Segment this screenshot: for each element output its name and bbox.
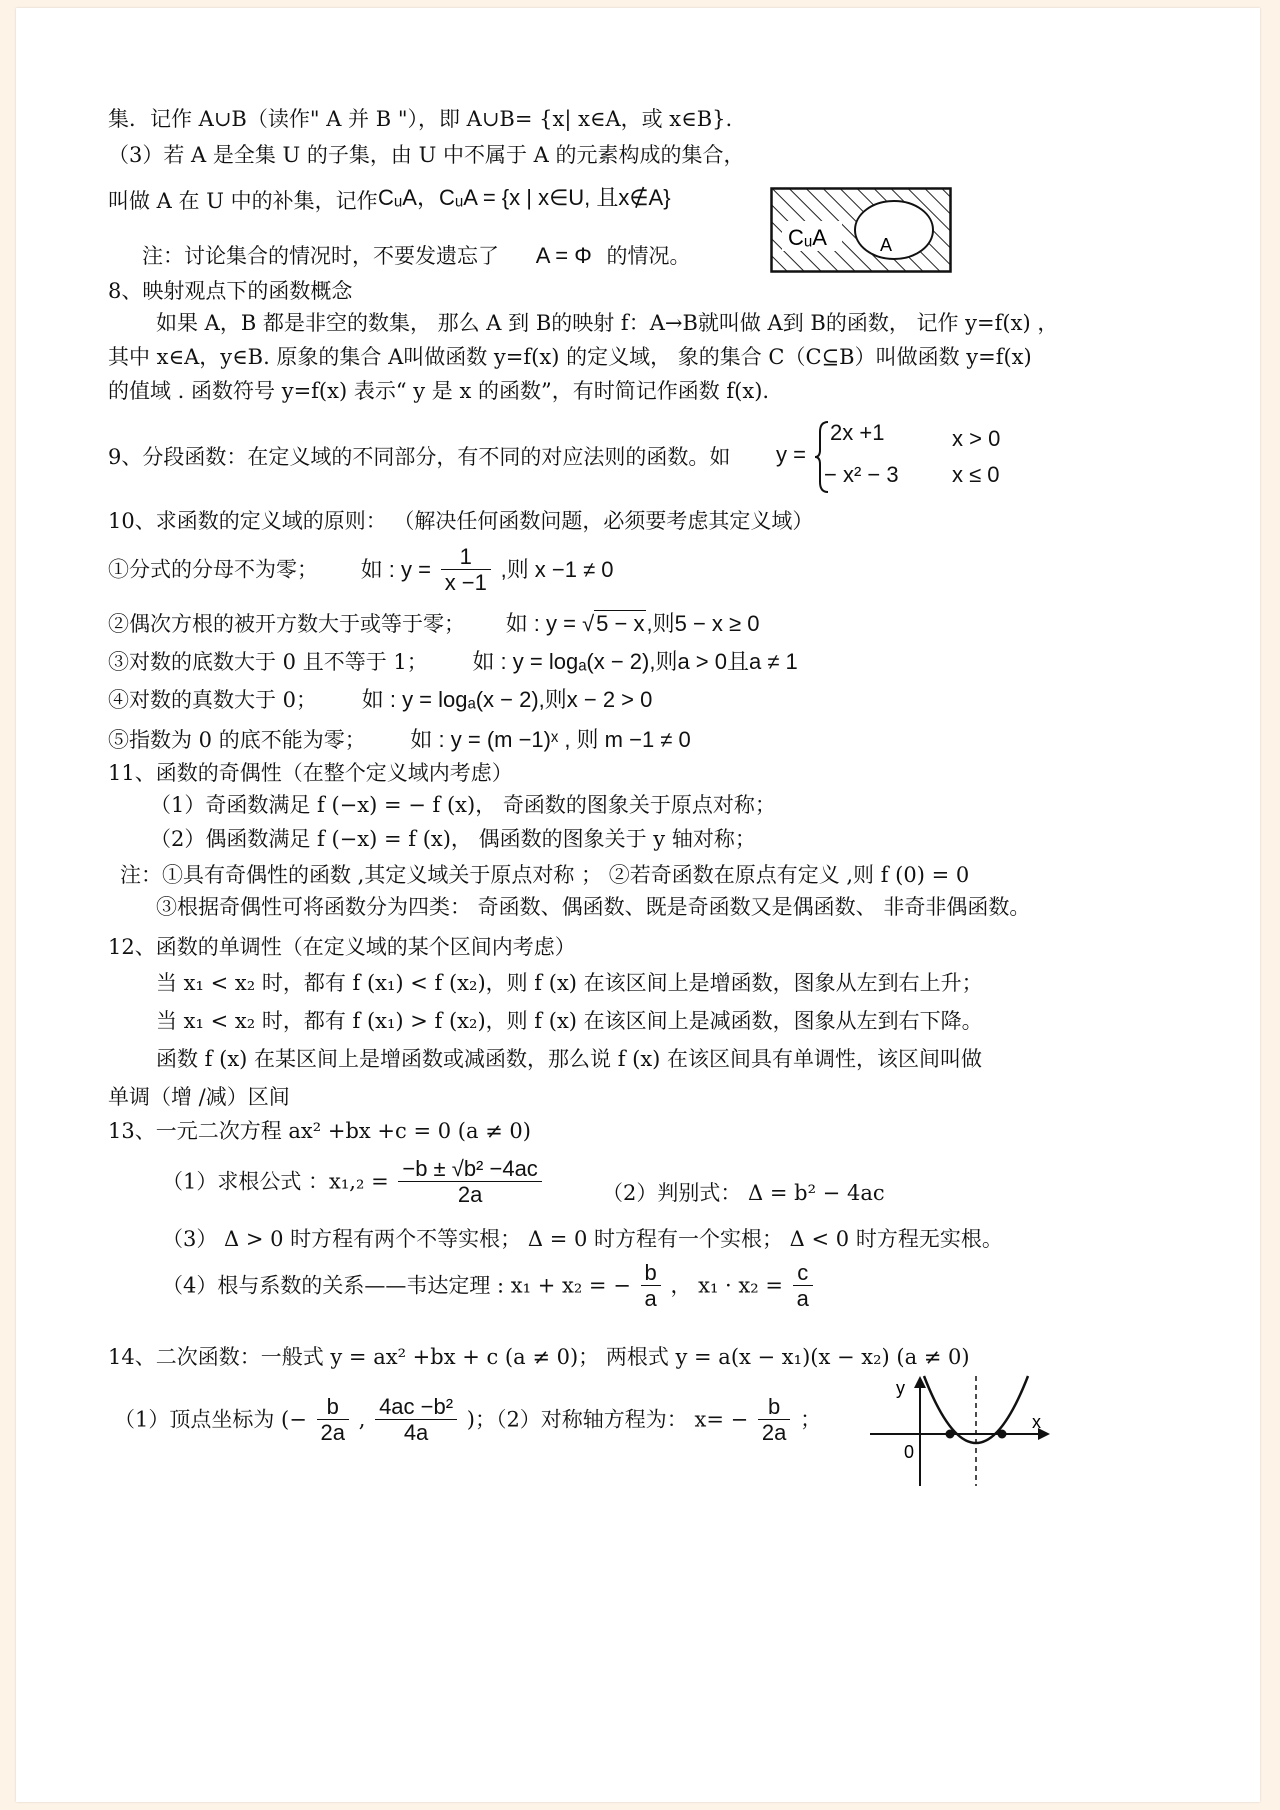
vertex-y-fraction: $\frac{\text{4ac −b²}}{4a}$ — [375, 1394, 457, 1446]
root-point-2 — [998, 1430, 1007, 1439]
section-13-title: 13、一元二次方程 ax² +bx +c = 0 (a ≠ 0) — [108, 1119, 531, 1143]
x-axis-label: x — [1032, 1412, 1041, 1432]
section-9-title: 9、分段函数：在定义域的不同部分，有不同的对应法则的函数。如 — [108, 445, 731, 469]
rule-4: ④对数的真数大于 0； 如 : y = logₐ(x − 2),则x − 2 > 0 — [108, 687, 653, 712]
vieta-product-fraction: $\frac{c}{a}$ — [793, 1260, 813, 1312]
piecewise-y: y = — [776, 442, 806, 467]
vertex-x-fraction: $\frac{b}{2a}$ — [317, 1394, 349, 1446]
parabola-graph — [866, 1370, 1056, 1490]
section-8-paragraph-1: 如果 A，B 都是非空的数集， 那么 A 到 B的映射 f：A→B就叫做 A到 B的函数， 记作 y=f(x) ， — [156, 311, 1059, 335]
vieta-sum-fraction: $\frac{b}{a}$ — [641, 1260, 661, 1312]
piecewise-condition-1: x > 0 — [952, 426, 1001, 451]
odd-function-rule: （1）奇函数满足 f (−x) = − f (x)， 奇函数的图象关于原点对称； — [150, 793, 776, 817]
root-point-1 — [946, 1430, 955, 1439]
section-8-paragraph-2: 其中 x∈A，y∈B. 原象的集合 A叫做函数 y=f(x) 的定义域， 象的集合 C（C⊆B）叫做函数 y=f(x) — [108, 345, 1032, 369]
axis-fraction: $\frac{b}{2a}$ — [758, 1394, 790, 1446]
vieta-theorem: （4）根与系数的关系——韦达定理 : x₁ + x₂ = − $\frac{b}{a}$ ， x₁ · x₂ = $\frac{c}{a}$ — [162, 1260, 816, 1320]
root-fraction: $\frac{\text{−b ± √b² −4ac}}{2a}$ — [398, 1156, 541, 1208]
parity-note-1: 注：①具有奇偶性的函数 ,其定义域关于原点对称 ； ②若奇函数在原点有定义 ,则 f (0) = 0 — [120, 863, 970, 887]
section-8-title: 8、映射观点下的函数概念 — [108, 279, 353, 303]
piecewise-condition-2: x ≤ 0 — [952, 462, 1000, 487]
complement-definition: （3）若 A 是全集 U 的子集，由 U 中不属于 A 的元素构成的集合， — [108, 143, 745, 167]
origin-label: 0 — [904, 1442, 915, 1462]
rule-2: ②偶次方根的被开方数大于或等于零； 如 : y = √5 − x,则5 − x ≥ 0 — [108, 611, 760, 636]
note-empty-set: 注：讨论集合的情况时，不要发遗忘了 A = Φ 的情况。 — [142, 243, 691, 268]
section-12-title: 12、函数的单调性（在定义域的某个区间内考虑） — [108, 935, 576, 959]
increasing-rule: 当 x₁ < x₂ 时，都有 f (x₁) < f (x₂)，则 f (x) 在该区间上是增函数，图象从左到右上升； — [156, 971, 983, 995]
rule-5: ⑤指数为 0 的底不能为零； 如 : y = (m −1)ˣ , 则 m −1 ≠ 0 — [108, 727, 691, 752]
section-11-title: 11、函数的奇偶性（在整个定义域内考虑） — [108, 761, 513, 785]
section-14-title: 14、二次函数：一般式 y = ax² +bx + c (a ≠ 0)； 两根式 y = a(x − x₁)(x − x₂) (a ≠ 0) — [108, 1345, 970, 1369]
rule-1-fraction: $\frac{1}{x -1}$ — [441, 544, 491, 596]
piecewise-function — [776, 420, 1036, 494]
complement-name: 叫做 A 在 U 中的补集，记作 — [108, 189, 378, 213]
monotonicity-definition-cont: 单调（增 /减）区间 — [108, 1085, 290, 1109]
document-page — [16, 8, 1260, 1802]
rule-1: ①分式的分母不为零； 如 : y = $\frac{1}{x -1}$ ,则 x −1 ≠ 0 — [108, 544, 614, 596]
union-definition: 集．记作 A∪B（读作" A 并 B "），即 A∪B= {x| x∈A，或 x∈B}. — [108, 107, 733, 131]
complement-formula: CᵤA，CᵤA = {x | x∈U, 且x∉A} — [378, 185, 671, 210]
complement-venn-diagram — [770, 187, 952, 273]
section-10-title: 10、求函数的定义域的原则： （解决任何函数问题，必须要考虑其定义域） — [108, 509, 814, 533]
rule-3: ③对数的底数大于 0 且不等于 1； 如 : y = logₐ(x − 2),则a > 0且a ≠ 1 — [108, 649, 798, 674]
discriminant: （2）判别式： Δ = b² − 4ac — [602, 1181, 885, 1205]
vertex-and-axis: （1）顶点坐标为 (− $\frac{b}{2a}$ , $\frac{\text{4ac −b²}}{4a}$ )；（2）对称轴方程为： x= − $\frac{b}{2a}$ ； — [114, 1394, 822, 1446]
quadratic-formula: （1）求根公式 ：x₁,₂ = $\frac{\text{−b ± √b² −4ac}}{2a}$ — [162, 1156, 545, 1222]
decreasing-rule: 当 x₁ < x₂ 时，都有 f (x₁) > f (x₂)，则 f (x) 在该区间上是减函数，图象从左到右下降。 — [156, 1009, 983, 1033]
set-a-circle — [855, 201, 933, 259]
piecewise-case-1: 2x +1 — [830, 420, 885, 445]
piecewise-case-2: − x² − 3 — [824, 462, 899, 487]
monotonicity-definition: 函数 f (x) 在某区间上是增函数或减函数，那么说 f (x) 在该区间具有单调性，该区间叫做 — [156, 1047, 983, 1071]
even-function-rule: （2）偶函数满足 f (−x) = f (x)， 偶函数的图象关于 y 轴对称； — [150, 827, 756, 851]
complement-region-label: CᵤA — [788, 225, 827, 250]
y-axis-label: y — [896, 1378, 905, 1398]
section-8-paragraph-3: 的值域 . 函数符号 y=f(x) 表示“ y 是 x 的函数”，有时简记作函数 f(x). — [108, 379, 770, 403]
parity-note-2: ③根据奇偶性可将函数分为四类： 奇函数、偶函数、既是奇函数又是偶函数、 非奇非偶函数。 — [156, 895, 1031, 919]
set-a-label: A — [880, 235, 893, 255]
discriminant-cases: （3） Δ > 0 时方程有两个不等实根； Δ = 0 时方程有一个实根； Δ < 0 时方程无实根。 — [162, 1227, 1003, 1251]
